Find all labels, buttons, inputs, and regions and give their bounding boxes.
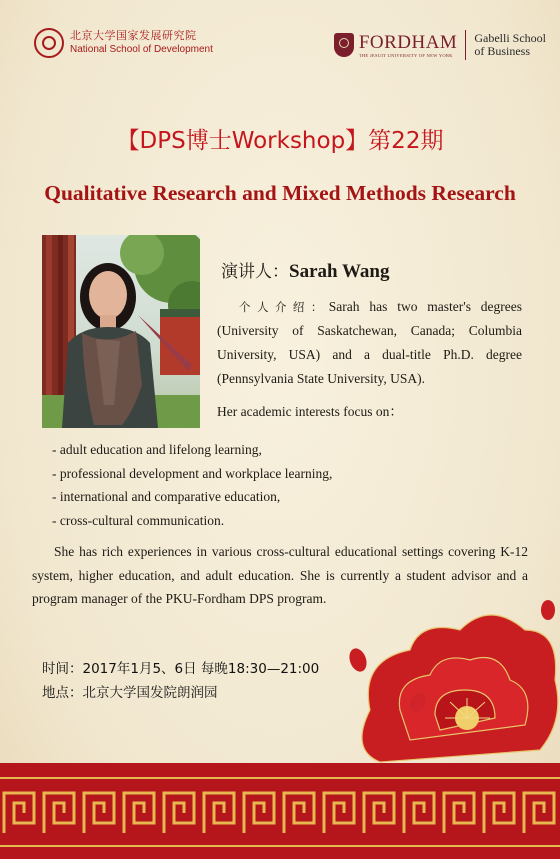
logo-divider bbox=[465, 30, 466, 60]
gabelli-line-1: Gabelli School bbox=[474, 31, 546, 45]
pku-seal-icon bbox=[34, 28, 64, 58]
interests-list bbox=[52, 438, 332, 532]
pku-logo-en: National School of Development bbox=[70, 44, 213, 55]
peony-flower-decoration bbox=[340, 590, 560, 765]
pku-nsd-logo bbox=[34, 28, 213, 58]
gabelli-line-2: of Business bbox=[474, 44, 531, 58]
list-item: - professional development and workplace learning, bbox=[52, 465, 333, 481]
fordham-gabelli-logo bbox=[334, 30, 546, 60]
fret-pattern bbox=[0, 783, 560, 843]
band-line bbox=[0, 777, 560, 779]
speaker-bio bbox=[217, 295, 522, 391]
interests-intro: Her academic interests focus on： bbox=[217, 404, 403, 419]
speaker-line bbox=[221, 257, 390, 283]
pku-logo-cn: 北京大学国家发展研究院 bbox=[70, 29, 197, 42]
event-place: 地点：北京大学国发院朗润园 bbox=[42, 685, 218, 701]
band-line bbox=[0, 845, 560, 847]
event-time: 时间：2017年1月5、6日 每晚18:30—21:00 bbox=[42, 661, 320, 677]
poster-title: 【DPS博士Workshop】第22期 bbox=[116, 128, 444, 154]
fordham-logo-tagline: THE JESUIT UNIVERSITY OF NEW YORK bbox=[358, 52, 453, 58]
fordham-shield-icon bbox=[334, 33, 354, 57]
fordham-logo-name: FORDHAM bbox=[358, 31, 458, 53]
bio-label: 个人介绍： bbox=[239, 300, 329, 314]
list-item: - international and comparative education, bbox=[52, 489, 281, 504]
decorative-band bbox=[0, 763, 560, 859]
speaker-photo bbox=[42, 235, 200, 428]
list-item: - cross-cultural communication. bbox=[52, 512, 225, 528]
bio-text: Sarah has two master's degrees (University of Saskatchewan, Canada; Columbia University, USA) and a dual-title Ph.D. degree (Pennsylvania State University, USA). bbox=[217, 299, 523, 386]
poster-subtitle: Qualitative Research and Mixed Methods Research bbox=[44, 181, 516, 205]
experience-paragraph: She has rich experiences in various cross-cultural educational settings covering K-12 system, higher education, and adult education. She is currently a student advisor and a program manager of the PKU-Fordham DPS program. bbox=[32, 544, 528, 606]
speaker-label: 演讲人： bbox=[221, 262, 289, 282]
speaker-name: Sarah Wang bbox=[289, 261, 390, 282]
list-item: - adult education and lifelong learning, bbox=[52, 442, 262, 457]
